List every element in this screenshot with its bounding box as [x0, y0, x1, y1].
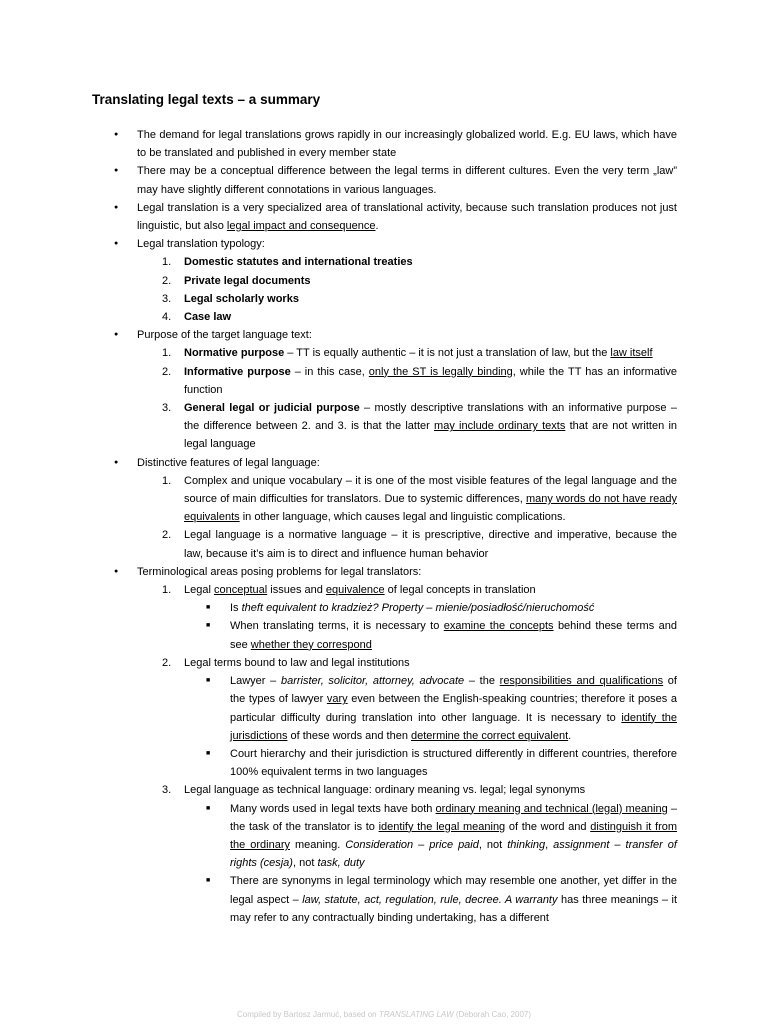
sub-bullet-item: ■ Lawyer – barrister, solicitor, attorney, advocate – the responsibilities and qualifications of the types of lawyer vary even between the English-speaking countries; therefore it poses a particular difficulty during translation into other language. It is necessary to identify the jurisdictions of these words and then determine the correct equivalent. — [92, 672, 677, 745]
bullet-item: ● Legal translation typology: — [92, 235, 677, 253]
numbered-item — [92, 290, 677, 308]
numbered-item — [92, 272, 677, 290]
item-text: Legal conceptual issues and equivalence of legal concepts in translation — [184, 584, 536, 597]
item-text: Legal language is a normative language – it is prescriptive, directive and imperative, because the law, because it’s aim is to direct and influence human behavior — [184, 529, 677, 560]
item-text: Complex and unique vocabulary – it is one of the most visible features of the legal language and the source of main difficulties for translators. Due to systemic differences, many words do not have ready equivalents in other language, which causes legal and linguistic complications. — [184, 474, 677, 524]
item-number: 1. — [162, 474, 172, 487]
numbered-item — [92, 781, 677, 799]
bullet-item: ● Distinctive features of legal language: — [92, 454, 677, 472]
sub-bullet-item: ■ When translating terms, it is necessary to examine the concepts behind these terms and see whether they correspond — [92, 617, 677, 653]
footer-book-title: TRANSLATING LAW — [378, 1010, 454, 1019]
item-text: Legal terms bound to law and legal institutions — [184, 656, 410, 669]
item-number: 1. — [162, 584, 172, 597]
numbered-item — [92, 399, 677, 454]
bullet-item: ● Purpose of the target language text: — [92, 326, 677, 344]
item-number: 1. — [162, 347, 172, 360]
item-text: Private legal documents — [184, 274, 311, 287]
item-number: 2. — [162, 274, 172, 287]
bullet-item: ● Terminological areas posing problems for legal translators: — [92, 563, 677, 581]
bullet-item: ● Legal translation is a very specialized area of translational activity, because such translation produces not just linguistic, but also legal impact and consequence. — [92, 199, 677, 235]
item-number: 3. — [162, 784, 172, 797]
item-number: 2. — [162, 365, 172, 378]
sub-bullet-item: ■ Many words used in legal texts have both ordinary meaning and technical (legal) meaning – the task of the translator is to identify the legal meaning of the word and distinguish it from the ordinary meaning. Consideration – price paid, not thinking, assignment – transfer of rights (cesja), not task, duty — [92, 800, 677, 873]
bullet-item: ● The demand for legal translations grows rapidly in our increasingly globalized world. E.g. EU laws, which have to be translated and published in every member state — [92, 126, 677, 162]
numbered-item — [92, 253, 677, 271]
item-number: 2. — [162, 656, 172, 669]
summary-content — [92, 126, 677, 927]
item-number: 2. — [162, 529, 172, 542]
numbered-item — [92, 308, 677, 326]
item-number: 3. — [162, 402, 172, 415]
item-number: 1. — [162, 256, 172, 269]
item-text: Legal scholarly works — [184, 292, 299, 305]
numbered-item — [92, 472, 677, 527]
item-number: 3. — [162, 292, 172, 305]
item-text: General legal or judicial purpose – mostly descriptive translations with an informative purpose – the difference between 2. and 3. is that the latter may include ordinary texts that are not written in legal language — [184, 402, 678, 451]
item-text: Domestic statutes and international treaties — [184, 256, 413, 269]
sub-bullet-item: ■ Is theft equivalent to kradzież? Property – mienie/posiadłość/nieruchomość — [92, 599, 677, 617]
footer-prefix: Compiled by Bartosz Jarmuć, based on — [236, 1010, 379, 1019]
item-number: 4. — [162, 311, 172, 324]
sub-bullet-item: ■ There are synonyms in legal terminology which may resemble one another, yet differ in the legal aspect – law, statute, act, regulation, rule, decree. A warranty has three meanings – it may refer to any contractually binding undertaking, has a different — [92, 872, 677, 927]
numbered-item — [92, 344, 677, 362]
numbered-item — [92, 654, 677, 672]
sub-bullet-item: ■ Court hierarchy and their jurisdiction is structured differently in different countries, therefore 100% equivalent terms in two languages — [92, 745, 677, 781]
numbered-item — [92, 581, 677, 599]
item-text: Normative purpose – TT is equally authentic – it is not just a translation of law, but the law itself — [184, 347, 653, 360]
item-text: Case law — [184, 311, 232, 324]
numbered-item — [92, 363, 677, 399]
document-title: Translating legal texts – a summary — [92, 92, 321, 107]
bullet-item: ● There may be a conceptual difference between the legal terms in different cultures. Even the very term „law” may have slightly different connotations in various languages. — [92, 162, 677, 198]
footer-suffix: (Deborah Cao, 2007) — [453, 1010, 532, 1019]
item-text: Informative purpose – in this case, only the ST is legally binding, while the TT has an informative function — [184, 365, 677, 396]
item-text: Legal language as technical language: ordinary meaning vs. legal; legal synonyms — [184, 784, 586, 797]
footer-credit — [0, 1010, 768, 1019]
numbered-item — [92, 526, 677, 562]
